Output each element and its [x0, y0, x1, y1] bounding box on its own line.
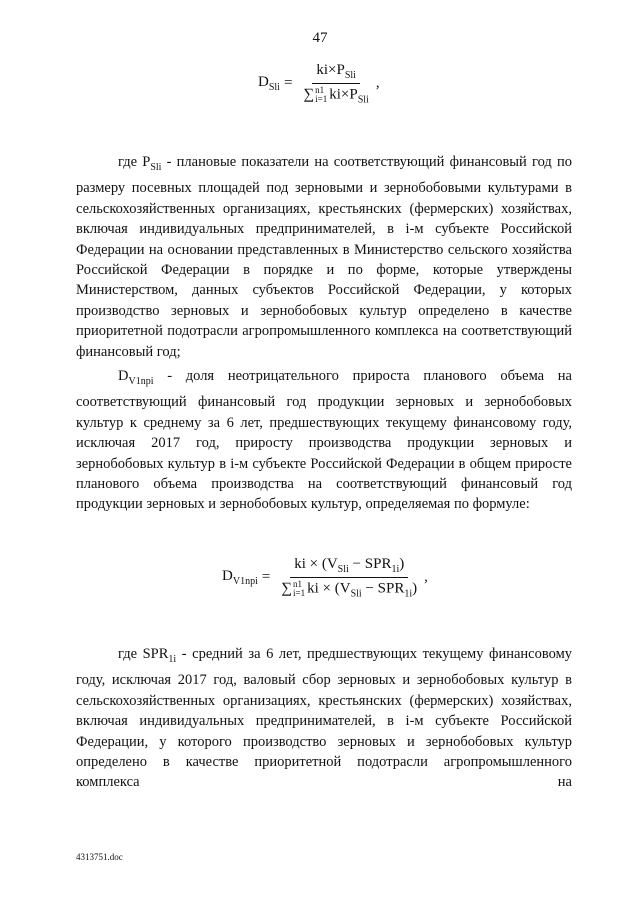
paragraph-dv1npi-definition: $D_{V1npi}$ - доля неотрицательного прироста планового объема на соответствующий финансовый год продукции зерновых и зернобобовых культур к среднему за 6 лет, предшествующих текущему финансовому году, исключая 2017 год, приросту производства продукции зерновых и зернобобовых культур в i-м субъекте Российской Федерации в общем приросте планового объема производства на соответствующий финансовый год продукции зерновых и зернобобовых культур, определяемая по формуле: [76, 368, 572, 513]
formula-dv1npi: $D_{V1npi}$ = ki × $(V_{Sli} - SPR_{1i})$ ∑ n1 i=1 ki × $(V_{Sli} - SPR_{1i})$ , [222, 556, 428, 600]
paragraph-spr-definition: где $SPR_{1i}$ - средний за 6 лет, предшествующих текущему финансовому году, исключая 2017 год, валовый сбор зерновых и зернобобовых культур в сельскохозяйственных организациях, крестьянских (фермерских) хозяйствах, включая индивидуальных предпринимателей, в i-м субъекте Российской Федерации, у которого производство зерновых и зернобобовых культур определено в качестве приоритетной подотрасли агропромышленного комплекса на [76, 646, 572, 791]
page-number: 47 [312, 30, 328, 46]
formula-fraction [299, 62, 372, 105]
formula-numerator: $ki\times P_{Sli}$ [312, 62, 360, 84]
footer-filename: 4313751.doc [76, 852, 123, 862]
paragraph-psli-definition: где $P_{Sli}$ - плановые показатели на соответствующий финансовый год по размеру посевных площадей под зерновыми и зернобобовыми культурами в сельскохозяйственных организациях, крестьянских (фермерских) хозяйствах, включая индивидуальных предпринимателей, в i-м субъекте Российской Федерации на основании представленных в Министерство сельского хозяйства Российской Федерации в порядке и по форме, которые утверждены Министерством, данных субъектов Российской Федерации, у которых производство зерновых и зернобобовых культур определено в качестве приоритетной подотрасли агропромышленного комплекса на соответствующий финансовый год; [76, 154, 572, 360]
formula-lhs: $D_{Sli}$ [258, 74, 280, 94]
formula-dsli: $D_{Sli}$ = $ki\times P_{Sli}$ ∑ n1 i=1 $ki\times P_{Sli}$ , [258, 62, 380, 106]
formula-denominator: ∑ n1 i=1 $ki\times P_{Sli}$ [303, 85, 369, 106]
formula-fraction [277, 556, 421, 599]
formula-lhs: $D_{V1npi}$ [222, 568, 258, 588]
formula-numerator: ki × $(V_{Sli} - SPR_{1i})$ [290, 556, 408, 578]
formula-denominator: ∑ n1 i=1 ki × $(V_{Sli} - SPR_{1i})$ [281, 579, 418, 600]
